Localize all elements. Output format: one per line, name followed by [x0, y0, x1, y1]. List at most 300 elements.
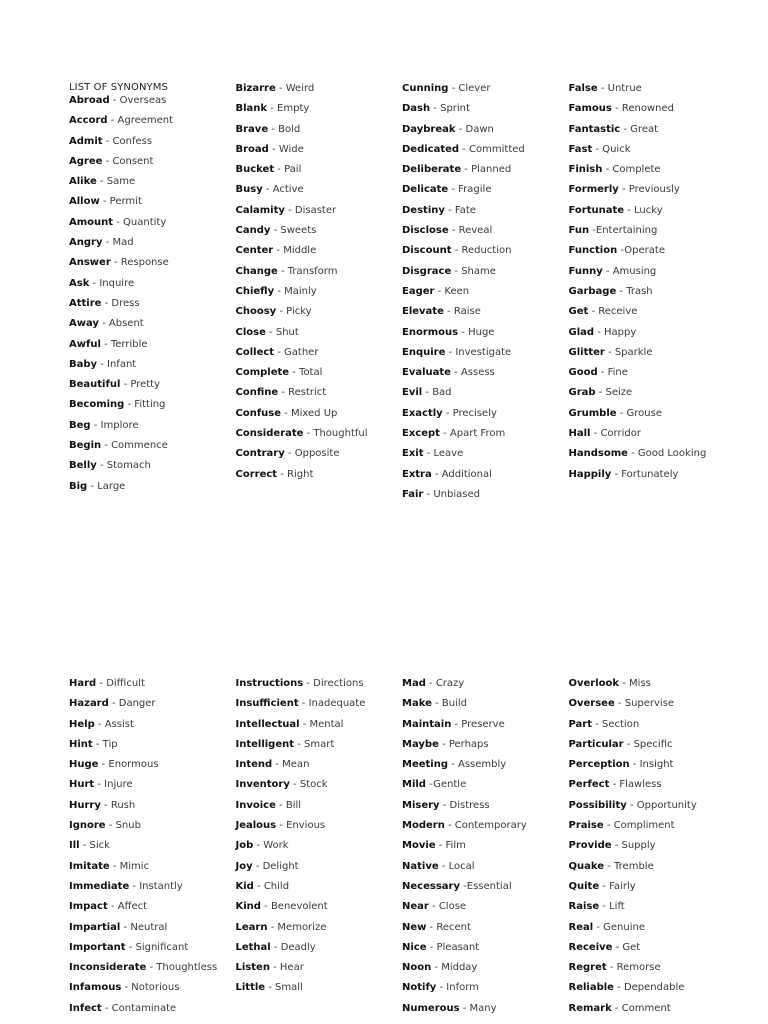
synonym-entry	[236, 778, 397, 791]
synonym-entry	[402, 326, 563, 339]
entry-word: Close	[235, 326, 266, 338]
entry-word: Discount	[402, 245, 452, 257]
entry-synonym: Terrible	[110, 338, 148, 350]
entry-synonym: Essential	[466, 880, 512, 892]
synonym-entry	[569, 305, 730, 318]
synonym-entry	[236, 799, 397, 812]
entry-separator: -	[272, 759, 283, 771]
entry-separator: -	[273, 245, 284, 257]
entry-synonym: Wide	[278, 143, 304, 155]
synonym-entry	[569, 366, 730, 379]
entry-word: Kid	[235, 880, 254, 892]
entry-separator: -	[89, 277, 100, 289]
synonym-entry	[402, 677, 563, 690]
synonym-entry	[69, 439, 230, 452]
column-4	[569, 82, 736, 508]
synonym-entry	[69, 256, 230, 269]
entry-separator: -	[592, 143, 603, 155]
entry-word: Agree	[69, 155, 103, 167]
entry-synonym: Specific	[633, 738, 673, 750]
entry-separator: -	[422, 387, 433, 399]
entry-separator: -	[459, 880, 467, 892]
entry-synonym: Pretty	[130, 379, 161, 391]
entry-synonym: Reduction	[461, 245, 512, 257]
synonym-entry	[69, 338, 230, 351]
entry-word: Elevate	[402, 306, 444, 318]
synonym-entry	[69, 738, 230, 751]
entry-separator: -	[276, 820, 287, 832]
synonym-entry	[569, 204, 730, 217]
entry-word: Joy	[235, 860, 253, 872]
entry-word: Formerly	[568, 184, 619, 196]
entry-separator: -	[102, 237, 113, 249]
entry-word: Collect	[235, 346, 275, 358]
entry-separator: -	[90, 419, 101, 431]
synonym-entry	[236, 265, 397, 278]
synonym-entry	[569, 738, 730, 751]
column-2	[236, 82, 403, 508]
entry-word: Bucket	[235, 164, 275, 176]
synonym-entry	[569, 82, 730, 95]
entry-separator: -	[434, 285, 445, 297]
entry-separator: -	[451, 718, 462, 730]
entry-separator: -	[426, 941, 437, 953]
entry-separator: -	[289, 779, 300, 791]
entry-list	[402, 82, 563, 501]
entry-separator: -	[299, 718, 310, 730]
entry-list	[236, 82, 397, 481]
entry-word: Contrary	[235, 448, 285, 460]
entry-word: Away	[69, 318, 99, 330]
synonym-entry	[69, 718, 230, 731]
synonym-entry	[236, 941, 397, 954]
entry-word: Important	[69, 941, 126, 953]
entry-separator: -	[443, 306, 454, 318]
column-3	[402, 677, 569, 1022]
synonym-entry	[569, 778, 730, 791]
entry-word: Choosy	[235, 306, 277, 318]
entry-word: Exactly	[402, 407, 443, 419]
entry-separator: -	[423, 488, 434, 500]
entry-synonym: Agreement	[117, 115, 174, 127]
entry-separator: -	[298, 698, 309, 710]
entry-synonym: Fitting	[134, 399, 166, 411]
entry-separator: -	[253, 880, 264, 892]
column-2	[236, 677, 403, 1022]
entry-synonym: Precisely	[452, 407, 497, 419]
entry-separator: -	[425, 678, 436, 689]
synonym-entry	[569, 265, 730, 278]
entry-word: Help	[69, 718, 95, 730]
entry-synonym: Raise	[453, 306, 481, 318]
entry-word: Ill	[69, 840, 80, 852]
entry-word: Nice	[402, 941, 427, 953]
synonyms-section-2	[69, 677, 749, 1022]
entry-synonym: Child	[263, 880, 290, 892]
synonym-entry	[236, 204, 397, 217]
entry-word: Destiny	[402, 204, 445, 216]
entry-word: Allow	[69, 196, 100, 208]
entry-synonym: Work	[263, 840, 289, 852]
entry-synonym: Miss	[629, 678, 651, 689]
entry-word: Mad	[402, 678, 426, 689]
entry-separator: -	[275, 799, 286, 811]
entry-synonym: Inform	[446, 982, 479, 994]
entry-separator: -	[101, 440, 112, 452]
entry-synonym: Reveal	[458, 225, 493, 237]
entry-separator: -	[92, 738, 103, 750]
entry-word: Belly	[69, 460, 97, 472]
entry-word: Deliberate	[402, 164, 462, 176]
entry-synonym: Fragile	[458, 184, 492, 196]
entry-separator: -	[614, 698, 625, 710]
entry-word: Calamity	[235, 204, 285, 216]
synonym-entry	[69, 778, 230, 791]
entry-synonym: Hear	[279, 962, 304, 974]
entry-separator: -	[276, 306, 287, 318]
synonym-entry	[569, 285, 730, 298]
entry-separator: -	[438, 738, 449, 750]
entry-word: Daybreak	[402, 123, 456, 135]
entry-separator: -	[428, 901, 439, 913]
entry-synonym: Injure	[104, 779, 133, 791]
entry-synonym: Thoughtful	[313, 428, 368, 440]
entry-synonym: Stock	[299, 779, 328, 791]
entry-synonym: Instantly	[139, 880, 183, 892]
synonym-entry	[402, 102, 563, 115]
entry-separator: -	[627, 448, 638, 460]
entry-word: Cunning	[402, 83, 449, 94]
entry-word: Accord	[69, 115, 108, 127]
entry-synonym: Dependable	[623, 982, 685, 994]
entry-synonym: Envious	[286, 820, 326, 832]
entry-synonym: Local	[448, 860, 475, 872]
entry-word: Correct	[235, 468, 278, 480]
entry-synonym: Insight	[639, 759, 674, 771]
entry-separator: -	[431, 962, 442, 974]
entry-synonym: Huge	[468, 326, 495, 338]
synonym-entry	[402, 981, 563, 994]
entry-word: Mild	[402, 779, 426, 791]
synonym-entry	[402, 346, 563, 359]
entry-word: Function	[568, 245, 618, 257]
entry-synonym: Notorious	[131, 982, 180, 994]
entry-synonym: Deadly	[280, 941, 316, 953]
entry-separator: -	[97, 358, 108, 370]
entry-synonym: Rush	[110, 799, 136, 811]
entry-separator: -	[459, 143, 470, 155]
synonym-entry	[69, 378, 230, 391]
entry-word: Considerate	[235, 428, 304, 440]
entry-separator: -	[619, 678, 630, 689]
entry-word: Chiefly	[235, 285, 275, 297]
entry-separator: -	[294, 738, 304, 750]
entry-synonym: Mixed Up	[291, 407, 338, 419]
entry-separator: -	[593, 921, 604, 933]
entry-synonym: Absent	[108, 318, 144, 330]
entry-word: Quake	[568, 860, 605, 872]
entry-word: Immediate	[69, 880, 130, 892]
entry-synonym: Leave	[433, 448, 464, 460]
synonym-entry	[69, 317, 230, 330]
entry-synonym: Snub	[115, 820, 141, 832]
entry-separator: -	[109, 860, 120, 872]
entry-list	[402, 677, 563, 1015]
synonym-entry	[402, 468, 563, 481]
synonym-entry	[236, 819, 397, 832]
entry-synonym: Recent	[436, 921, 471, 933]
entry-synonym: Transform	[287, 265, 338, 277]
entry-separator: -	[110, 257, 121, 269]
entry-word: Hazard	[69, 698, 109, 710]
synonym-entry	[402, 697, 563, 710]
entry-word: Bizarre	[235, 83, 276, 94]
entry-separator: -	[98, 318, 109, 330]
entry-synonym: Middle	[283, 245, 317, 257]
entry-synonym: Contaminate	[111, 1002, 177, 1014]
entry-word: Overlook	[568, 678, 620, 689]
column-1	[69, 82, 236, 508]
synonym-entry	[402, 305, 563, 318]
entry-synonym: Apart From	[449, 428, 506, 440]
synonym-entry	[402, 758, 563, 771]
entry-list	[69, 677, 230, 1015]
entry-synonym: Gentle	[433, 779, 467, 791]
entry-separator: -	[431, 468, 442, 480]
synonym-entry	[236, 244, 397, 257]
entry-word: Except	[402, 428, 440, 440]
synonym-entry	[569, 941, 730, 954]
entry-separator: -	[109, 95, 120, 106]
entry-synonym: Assess	[460, 367, 495, 379]
entry-separator: -	[105, 820, 116, 832]
entry-synonym: Build	[441, 698, 467, 710]
synonym-entry	[236, 860, 397, 873]
entry-synonym: Pleasant	[436, 941, 480, 953]
entry-separator: -	[604, 860, 615, 872]
synonym-entry	[236, 468, 397, 481]
entry-word: Awful	[69, 338, 101, 350]
synonym-entry	[402, 900, 563, 913]
synonym-entry	[236, 346, 397, 359]
entry-separator: -	[592, 718, 602, 730]
entry-word: Listen	[235, 962, 270, 974]
synonym-entry	[569, 386, 730, 399]
synonym-entry	[69, 195, 230, 208]
entry-word: Noon	[402, 962, 432, 974]
synonym-entry	[69, 398, 230, 411]
synonym-entry	[402, 407, 563, 420]
synonym-entry	[69, 358, 230, 371]
synonym-entry	[402, 961, 563, 974]
entry-word: Impartial	[69, 921, 121, 933]
entry-separator: -	[270, 941, 281, 953]
entry-separator: -	[79, 840, 90, 852]
entry-synonym: Permit	[109, 196, 142, 208]
entry-separator: -	[101, 1002, 112, 1014]
entry-separator: -	[611, 840, 622, 852]
entry-separator: -	[618, 184, 629, 196]
entry-synonym: Picky	[286, 306, 312, 318]
entry-synonym: Fate	[454, 204, 476, 216]
entry-synonym: Planned	[471, 164, 512, 176]
entry-word: Movie	[402, 840, 436, 852]
entry-synonym: Assist	[104, 718, 134, 730]
entry-separator: -	[101, 297, 112, 309]
entry-word: Perception	[568, 759, 630, 771]
entry-synonym: Keen	[444, 285, 470, 297]
entry-synonym: Tip	[102, 738, 118, 750]
synonym-entry	[569, 183, 730, 196]
entry-synonym: Confess	[112, 135, 153, 147]
entry-word: Evil	[402, 387, 423, 399]
synonym-entry	[69, 697, 230, 710]
entry-word: Change	[235, 265, 278, 277]
entry-separator: -	[629, 759, 640, 771]
entry-synonym: Mental	[309, 718, 344, 730]
entry-separator: -	[107, 115, 118, 127]
entry-word: Confine	[235, 387, 279, 399]
entry-word: Remark	[568, 1002, 612, 1014]
entry-separator: -	[448, 225, 459, 237]
entry-synonym: Investigate	[455, 346, 512, 358]
entry-synonym: Directions	[313, 678, 364, 689]
synonym-entry	[69, 839, 230, 852]
entry-word: Little	[235, 982, 266, 994]
synonym-entry	[236, 839, 397, 852]
entry-separator: -	[609, 779, 620, 791]
entry-synonym: Commence	[111, 440, 168, 452]
entry-synonym: Genuine	[603, 921, 645, 933]
entry-word: Dash	[402, 103, 431, 115]
entry-separator: -	[445, 346, 456, 358]
entry-synonym: Sprint	[440, 103, 470, 115]
entry-word: Perfect	[568, 779, 610, 791]
synonym-entry	[569, 900, 730, 913]
entry-word: Oversee	[568, 698, 615, 710]
synonym-entry	[69, 94, 230, 107]
entry-word: Beautiful	[69, 379, 121, 391]
entry-separator: -	[439, 799, 450, 811]
entry-word: Good	[568, 367, 598, 379]
entry-separator: -	[94, 779, 105, 791]
entry-separator: -	[120, 379, 131, 391]
entry-separator: -	[96, 176, 107, 188]
entry-separator: -	[613, 982, 624, 994]
entry-synonym: Total	[299, 367, 323, 379]
entry-synonym: Complete	[612, 164, 661, 176]
entry-synonym: Delight	[262, 860, 299, 872]
entry-separator: -	[425, 779, 434, 791]
entry-word: Imitate	[69, 860, 110, 872]
entry-word: Receive	[568, 941, 613, 953]
synonym-entry	[569, 1002, 730, 1015]
entry-separator: -	[253, 840, 264, 852]
synonym-entry	[402, 82, 563, 95]
entry-word: Fair	[402, 488, 424, 500]
entry-separator: -	[303, 678, 314, 689]
entry-separator: -	[606, 962, 617, 974]
entry-separator: -	[108, 698, 119, 710]
entry-separator: -	[100, 338, 111, 350]
entry-synonym: Neutral	[130, 921, 168, 933]
entry-synonym: Shame	[461, 265, 496, 277]
entry-word: Regret	[568, 962, 607, 974]
entry-word: Glitter	[568, 346, 605, 358]
entry-word: Handsome	[568, 448, 628, 460]
synonym-entry	[569, 799, 730, 812]
entry-word: Invoice	[235, 799, 276, 811]
entry-synonym: Opposite	[294, 448, 340, 460]
entry-synonym: Small	[275, 982, 303, 994]
entry-synonym: Difficult	[106, 678, 145, 689]
entry-synonym: Mimic	[119, 860, 150, 872]
entry-separator: -	[439, 428, 450, 440]
entry-separator: -	[595, 387, 606, 399]
entry-separator: -	[423, 448, 434, 460]
synonym-entry	[236, 366, 397, 379]
entry-separator: -	[277, 265, 288, 277]
entry-word: Numerous	[402, 1002, 460, 1014]
synonym-entry	[69, 277, 230, 290]
entry-separator: -	[98, 759, 109, 771]
synonym-entry	[236, 163, 397, 176]
entry-separator: -	[438, 860, 449, 872]
entry-separator: -	[597, 83, 608, 94]
entry-word: Angry	[69, 237, 103, 249]
entry-synonym: Entertaining	[595, 225, 658, 237]
entry-word: Instructions	[235, 678, 304, 689]
synonym-entry	[569, 143, 730, 156]
entry-word: Finish	[568, 164, 603, 176]
synonym-entry	[402, 447, 563, 460]
synonym-entry	[236, 921, 397, 934]
synonym-entry	[236, 326, 397, 339]
synonym-entry	[236, 981, 397, 994]
entry-word: Quite	[568, 880, 600, 892]
entry-word: Grab	[568, 387, 596, 399]
entry-synonym: Distress	[449, 799, 490, 811]
synonym-entry	[402, 941, 563, 954]
entry-synonym: Renowned	[621, 103, 674, 115]
synonym-entry	[402, 244, 563, 257]
entry-word: Praise	[568, 820, 604, 832]
entry-word: Grumble	[568, 407, 617, 419]
list-title: LIST OF SYNONYMS	[69, 82, 168, 93]
entry-synonym: Thoughtless	[156, 962, 218, 974]
entry-word: Hurry	[69, 799, 101, 811]
synonym-entry	[69, 941, 230, 954]
entry-word: Possibility	[568, 799, 627, 811]
synonym-entry	[69, 155, 230, 168]
synonym-entry	[236, 758, 397, 771]
entry-separator: -	[611, 103, 622, 115]
synonym-entry	[236, 407, 397, 420]
entry-separator: -	[604, 346, 615, 358]
synonym-entry	[402, 718, 563, 731]
entry-synonym: Happy	[604, 326, 637, 338]
entry-synonym: Same	[106, 176, 136, 188]
synonym-entry	[569, 447, 730, 460]
entry-synonym: Unbiased	[433, 488, 480, 500]
entry-word: Intelligent	[235, 738, 295, 750]
entry-word: Intellectual	[235, 718, 300, 730]
entry-separator: -	[588, 306, 599, 318]
column-3	[402, 82, 569, 508]
entry-word: Meeting	[402, 759, 449, 771]
entry-word: Dedicated	[402, 143, 460, 155]
entry-separator: -	[426, 921, 437, 933]
